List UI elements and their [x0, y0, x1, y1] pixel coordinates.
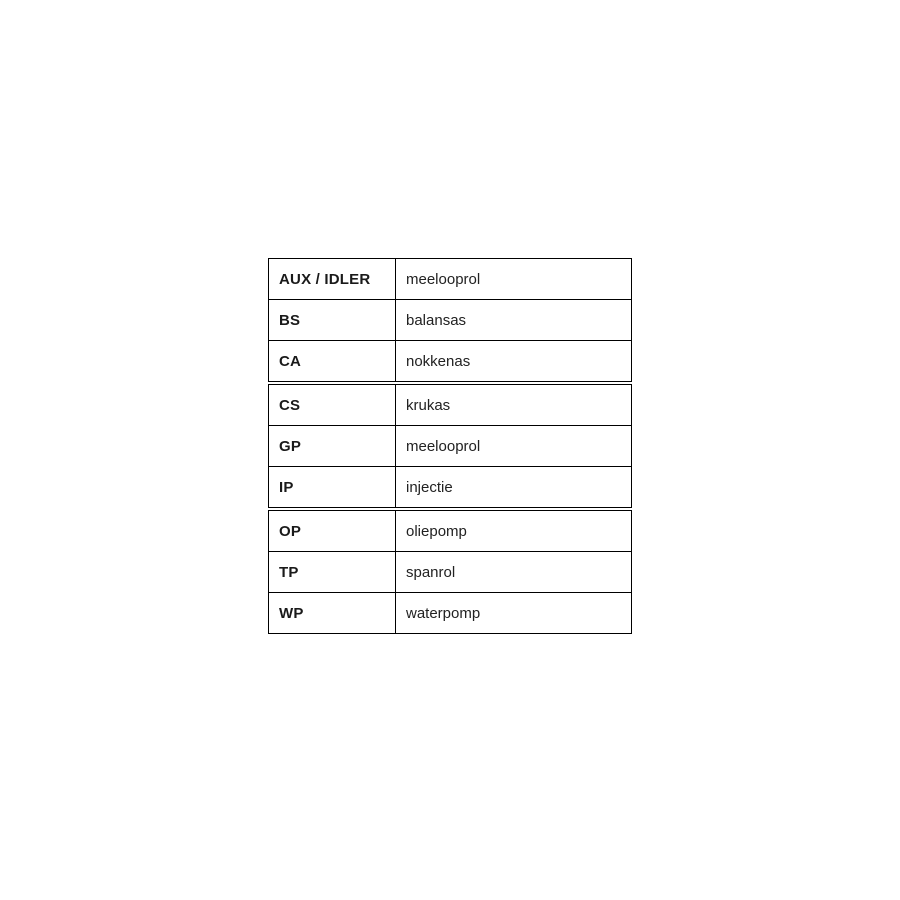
abbr-cell: WP: [269, 593, 396, 634]
table-row: [269, 385, 632, 426]
abbr-cell: GP: [269, 426, 396, 467]
term-cell: waterpomp: [396, 593, 632, 634]
term-cell: spanrol: [396, 552, 632, 593]
legend-section-2: [268, 384, 632, 508]
abbr-cell: OP: [269, 511, 396, 552]
abbr-cell: CA: [269, 341, 396, 382]
term-cell: krukas: [396, 385, 632, 426]
table-row: [269, 426, 632, 467]
legend-section-1: [268, 258, 632, 382]
table-row: [269, 511, 632, 552]
table-row: [269, 300, 632, 341]
legend-section-3: [268, 510, 632, 634]
term-cell: injectie: [396, 467, 632, 508]
term-cell: nokkenas: [396, 341, 632, 382]
abbr-cell: BS: [269, 300, 396, 341]
table-row: [269, 259, 632, 300]
term-cell: oliepomp: [396, 511, 632, 552]
term-cell: meelooprol: [396, 426, 632, 467]
abbr-cell: CS: [269, 385, 396, 426]
abbreviation-legend-table: [268, 258, 631, 636]
abbr-cell: IP: [269, 467, 396, 508]
term-cell: balansas: [396, 300, 632, 341]
table-row: [269, 341, 632, 382]
abbr-cell: AUX / IDLER: [269, 259, 396, 300]
table-row: [269, 593, 632, 634]
term-cell: meelooprol: [396, 259, 632, 300]
table-row: [269, 552, 632, 593]
table-row: [269, 467, 632, 508]
abbr-cell: TP: [269, 552, 396, 593]
